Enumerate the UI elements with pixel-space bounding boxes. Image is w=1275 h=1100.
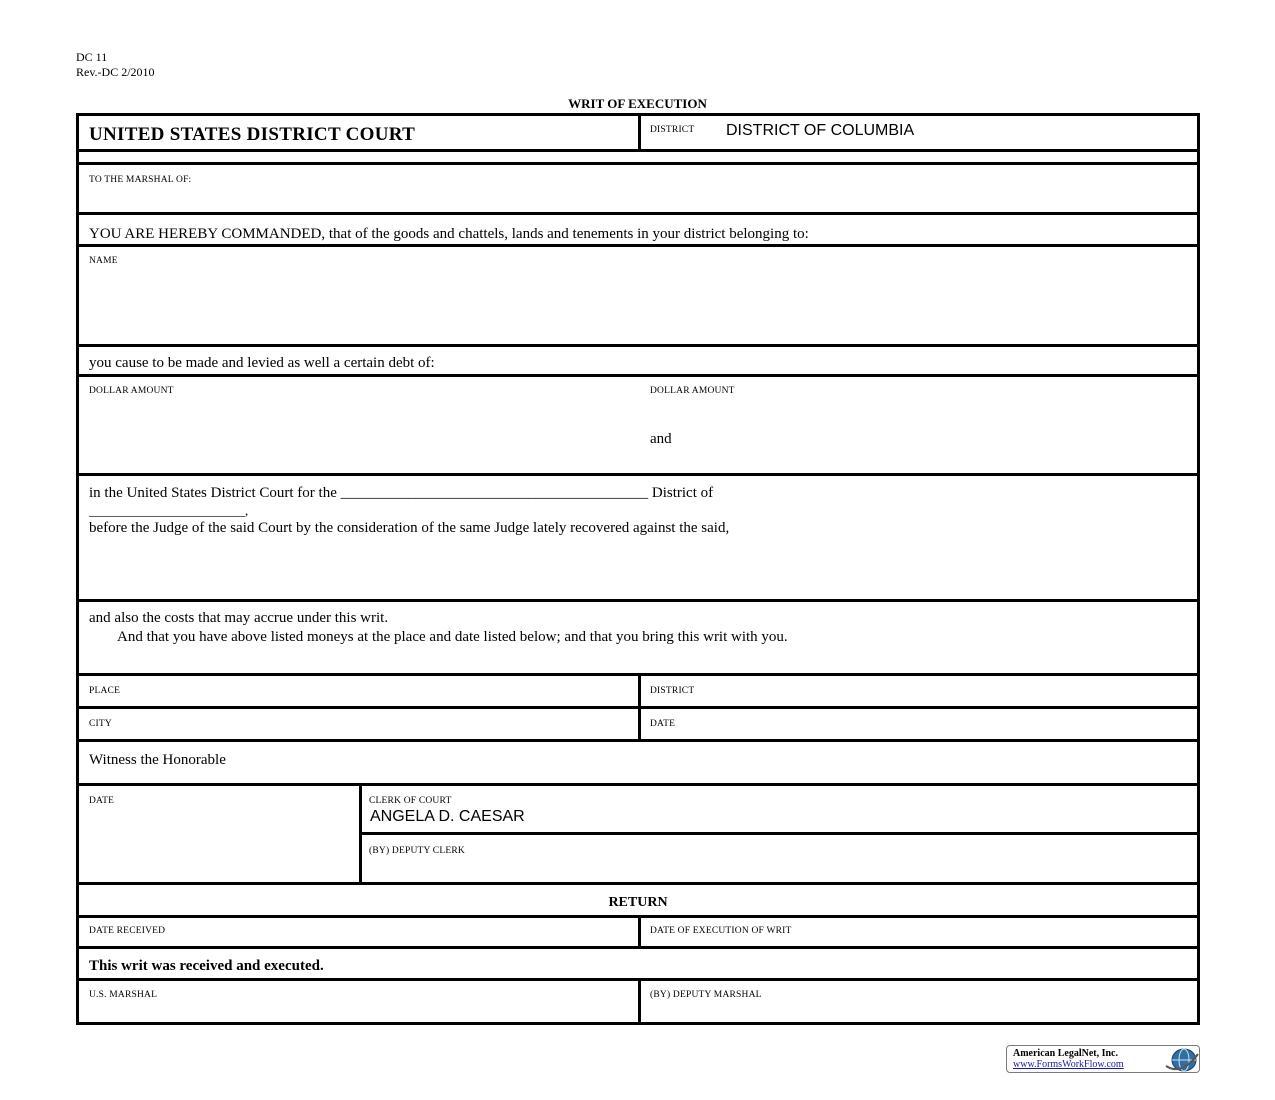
column-divider — [638, 673, 641, 742]
deputy-marshal-label: (BY) DEPUTY MARSHAL — [650, 990, 762, 1000]
city-label: CITY — [89, 719, 112, 729]
divider — [79, 374, 1197, 377]
clerk-of-court-label: CLERK OF COURT — [369, 796, 452, 806]
divider — [79, 599, 1197, 602]
footer-url-link[interactable]: www.FormsWorkFlow.com — [1013, 1059, 1124, 1070]
divider — [79, 473, 1197, 476]
deputy-clerk-label: (BY) DEPUTY CLERK — [369, 846, 465, 856]
divider — [79, 162, 1197, 165]
place-label: PLACE — [89, 686, 121, 696]
witness-text: Witness the Honorable — [89, 752, 226, 768]
globe-icon — [1162, 1046, 1200, 1074]
place-date-label: DATE — [650, 719, 676, 729]
form-revision: Rev.-DC 2/2010 — [76, 65, 155, 79]
judgment-against-field[interactable] — [79, 540, 1197, 594]
date-received-label: DATE RECEIVED — [89, 926, 166, 936]
divider — [359, 832, 1197, 835]
clerk-of-court-field[interactable]: ANGELA D. CAESAR — [370, 808, 525, 825]
judgment-line-3: before the Judge of the said Court by the consideration of the same Judge lately recovered against the said, — [89, 520, 730, 536]
name-label: NAME — [89, 256, 118, 266]
costs-line-2: And that you have above listed moneys at the place and date listed below; and that you bring this writ with you. — [117, 629, 788, 645]
signature-date-label: DATE — [89, 796, 115, 806]
dollar-amount-field-1[interactable] — [79, 398, 637, 470]
dollar-amount-field-2[interactable] — [640, 398, 1198, 470]
marshal-of-field[interactable] — [79, 185, 1197, 209]
court-name: UNITED STATES DISTRICT COURT — [89, 124, 416, 145]
place-district-label: DISTRICT — [650, 686, 695, 696]
debt-text: you cause to be made and levied as well a certain debt of: — [89, 355, 435, 371]
form-number: DC 11 — [76, 50, 108, 64]
judgment-line-1: in the United States District Court for the _________________________________________ District of — [89, 485, 714, 501]
and-text: and — [650, 431, 672, 447]
divider — [79, 244, 1197, 247]
divider — [79, 783, 1197, 786]
column-divider — [638, 978, 641, 1025]
document-title: WRIT OF EXECUTION — [568, 96, 707, 111]
return-title: RETURN — [608, 895, 668, 910]
costs-line-1: and also the costs that may accrue under this writ. — [89, 610, 389, 626]
footer-company-name: American LegalNet, Inc. — [1013, 1048, 1118, 1059]
us-marshal-label: U.S. MARSHAL — [89, 990, 158, 1000]
form-id-block — [76, 50, 155, 80]
name-field[interactable] — [79, 268, 1197, 340]
divider — [79, 212, 1197, 215]
district-label: DISTRICT — [650, 125, 695, 135]
marshal-of-label: TO THE MARSHAL OF: — [89, 175, 192, 185]
column-divider — [638, 915, 641, 949]
date-execution-label: DATE OF EXECUTION OF WRIT — [650, 926, 792, 936]
command-text: YOU ARE HEREBY COMMANDED, that of the goods and chattels, lands and tenements in your district belonging to: — [89, 226, 809, 242]
column-divider — [359, 783, 362, 885]
district-field[interactable]: DISTRICT OF COLUMBIA — [726, 122, 915, 139]
dollar-amount-label-1: DOLLAR AMOUNT — [89, 386, 174, 396]
divider — [79, 882, 1197, 885]
executed-text: This writ was received and executed. — [89, 958, 324, 974]
judgment-line-2: ________________________, — [89, 503, 249, 518]
dollar-amount-label-2: DOLLAR AMOUNT — [650, 386, 735, 396]
divider — [79, 344, 1197, 347]
column-divider — [638, 116, 641, 150]
